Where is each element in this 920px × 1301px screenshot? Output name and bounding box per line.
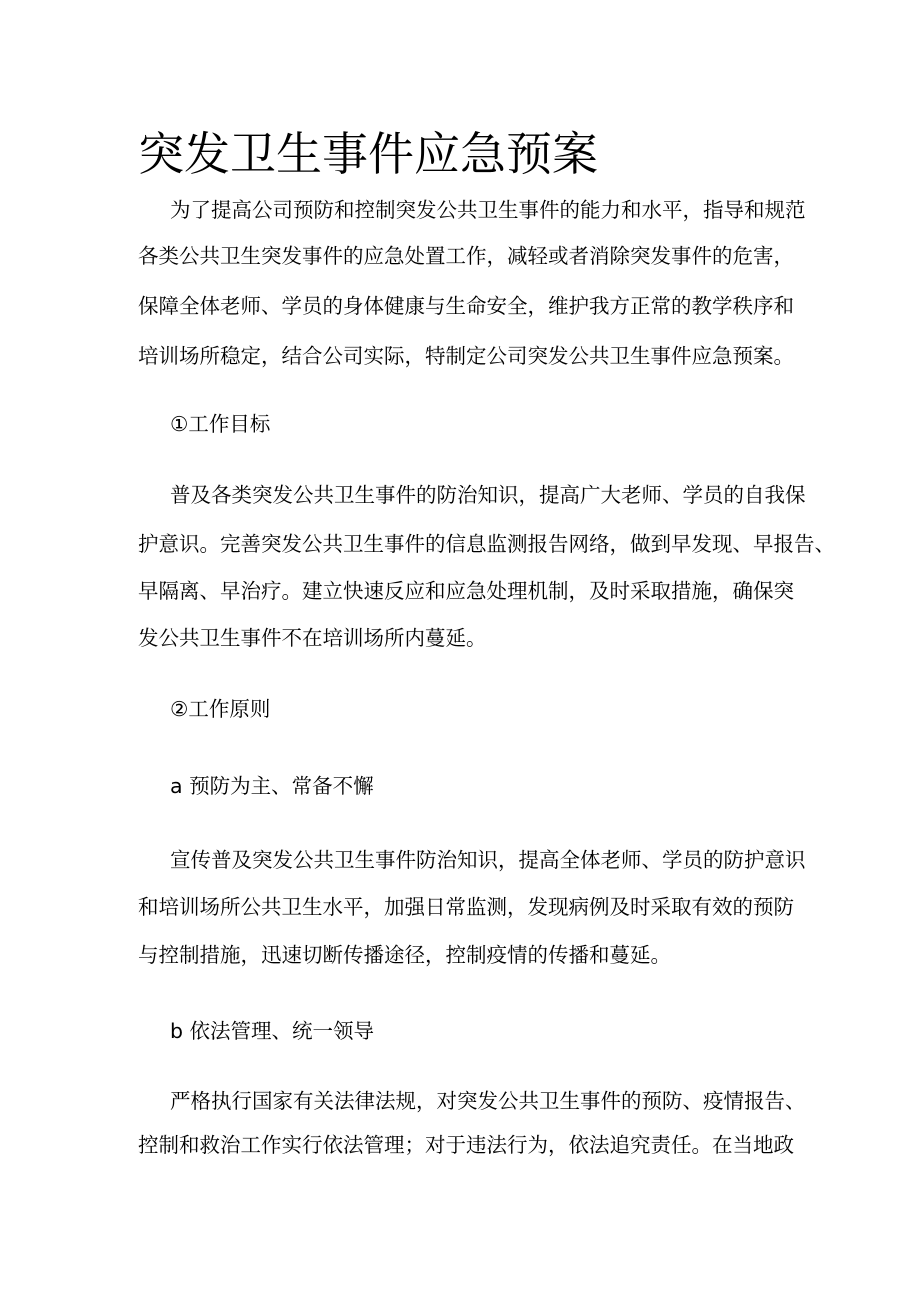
- section1-line-3: 早隔离、早治疗。建立快速反应和应急处理机制，及时采取措施，确保突: [138, 579, 794, 603]
- principle-a-line-2: 和培训场所公共卫生水平，加强日常监测，发现病例及时采取有效的预防: [138, 895, 794, 919]
- principle-a-heading: a 预防为主、常备不懈: [170, 774, 374, 798]
- document-title: 突发卫生事件应急预案: [138, 127, 598, 181]
- section1-line-2: 护意识。完善突发公共卫生事件的信息监测报告网络，做到早发现、早报告、: [138, 532, 835, 556]
- principle-b-line-2: 控制和救治工作实行依法管理；对于违法行为，依法追究责任。在当地政: [138, 1133, 794, 1157]
- intro-line-3: 保障全体老师、学员的身体健康与生命安全，维护我方正常的教学秩序和: [138, 294, 794, 318]
- section2-heading: ②工作原则: [170, 697, 271, 721]
- section1-line-4: 发公共卫生事件不在培训场所内蔓延。: [138, 626, 487, 650]
- section1-line-1: 普及各类突发公共卫生事件的防治知识，提高广大老师、学员的自我保: [170, 483, 806, 507]
- intro-line-1: 为了提高公司预防和控制突发公共卫生事件的能力和水平，指导和规范: [170, 198, 806, 222]
- principle-b-heading: b 依法管理、统一领导: [170, 1019, 375, 1043]
- principle-a-line-3: 与控制措施，迅速切断传播途径，控制疫情的传播和蔓延。: [138, 943, 671, 967]
- section1-heading: ①工作目标: [170, 412, 271, 436]
- principle-b-line-1: 严格执行国家有关法律法规，对突发公共卫生事件的预防、疫情报告、: [170, 1089, 806, 1113]
- intro-line-2: 各类公共卫生突发事件的应急处置工作，减轻或者消除突发事件的危害，: [138, 244, 794, 268]
- intro-line-4: 培训场所稳定，结合公司实际，特制定公司突发公共卫生事件应急预案。: [138, 344, 794, 368]
- principle-a-line-1: 宣传普及突发公共卫生事件防治知识，提高全体老师、学员的防护意识: [170, 848, 806, 872]
